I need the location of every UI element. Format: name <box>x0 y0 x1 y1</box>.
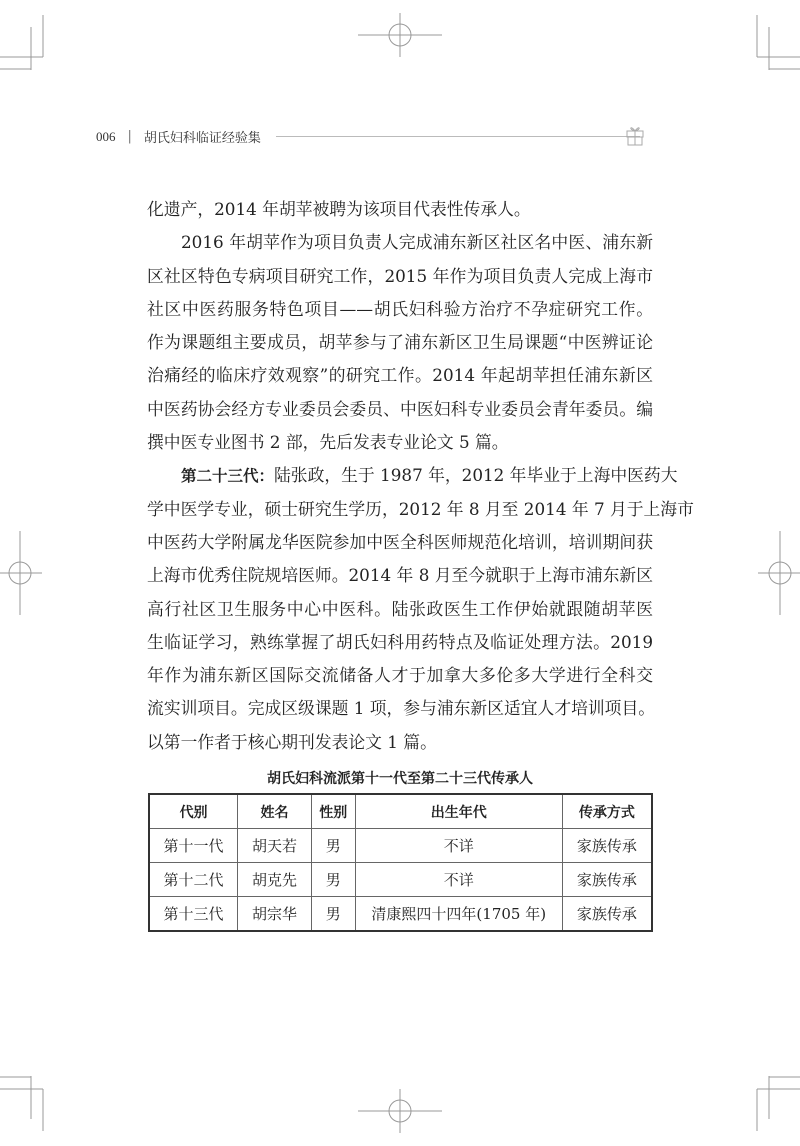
book-title: 胡氏妇科临证经验集 <box>143 131 261 146</box>
text-line: 年作为浦东新区国际交流储备人才于加拿大多伦多大学进行全科交 <box>147 665 653 686</box>
header-rule <box>276 136 640 137</box>
table-header-row <box>149 794 652 829</box>
cell: 第十二代 <box>149 863 238 897</box>
cell: 胡宗华 <box>238 897 312 932</box>
text-line: 上海市优秀住院规培医师。2014 年 8 月至今就职于上海市浦东新区 <box>147 565 653 586</box>
cell: 家族传承 <box>562 829 652 863</box>
table-caption: 胡氏妇科流派第十一代至第二十三代传承人 <box>267 771 533 787</box>
text-line: 治痛经的临床疗效观察”的研究工作。2014 年起胡苹担任浦东新区 <box>147 365 653 386</box>
text-line: 学中医学专业，硕士研究生学历，2012 年 8 月至 2014 年 7 月于上海市 <box>147 498 694 519</box>
cell: 不详 <box>355 829 562 863</box>
column-header: 出生年代 <box>355 794 562 829</box>
registration-mark-right <box>758 531 800 615</box>
corner-mark-top-right <box>757 15 800 70</box>
text-line: 流实训项目。完成区级课题 1 项，参与浦东新区适宜人才培训项目。 <box>147 698 656 719</box>
body-text <box>147 193 694 759</box>
registration-mark-bottom <box>358 1089 442 1133</box>
cell: 清康熙四十四年(1705 年) <box>355 897 562 932</box>
text-line: 中医药大学附属龙华医院参加中医全科医师规范化培训，培训期间获 <box>147 531 653 552</box>
corner-mark-bottom-left <box>0 1076 43 1131</box>
column-header: 代别 <box>149 794 238 829</box>
text-line: 区社区特色专病项目研究工作，2015 年作为项目负责人完成上海市 <box>147 265 653 286</box>
cell: 家族传承 <box>562 863 652 897</box>
cell: 男 <box>311 897 355 932</box>
text-line: 高行社区卫生服务中心中医科。陆张政医生工作伊始就跟随胡苹医 <box>147 598 653 619</box>
cell: 家族传承 <box>562 897 652 932</box>
table-row <box>149 829 652 863</box>
column-header: 传承方式 <box>562 794 652 829</box>
cell: 胡克先 <box>238 863 312 897</box>
text-line: 中医药协会经方专业委员会委员、中医妇科专业委员会青年委员。编 <box>147 398 653 419</box>
text-line: 生临证学习，熟练掌握了胡氏妇科用药特点及临证处理方法。2019 <box>147 631 653 652</box>
cell: 男 <box>311 863 355 897</box>
text-line: 社区中医药服务特色项目——胡氏妇科验方治疗不孕症研究工作。 <box>147 298 653 319</box>
cell: 不详 <box>355 863 562 897</box>
table-row <box>149 897 652 932</box>
separator: | <box>127 129 132 144</box>
text-line: 2016 年胡苹作为项目负责人完成浦东新区社区名中医、浦东新 <box>181 232 653 253</box>
registration-mark-top <box>358 13 442 57</box>
table-row <box>149 863 652 897</box>
gift-icon <box>625 123 645 147</box>
column-header: 性别 <box>311 794 355 829</box>
page-number: 006 <box>96 128 116 144</box>
text-line: 化遗产，2014 年胡苹被聘为该项目代表性传承人。 <box>147 199 531 219</box>
column-header: 姓名 <box>238 794 312 829</box>
text-line: 作为课题组主要成员，胡苹参与了浦东新区卫生局课题“中医辨证论 <box>147 332 653 353</box>
cell: 第十一代 <box>149 829 238 863</box>
text-line: 撰中医专业图书 2 部，先后发表专业论文 5 篇。 <box>147 432 509 453</box>
cell: 男 <box>311 829 355 863</box>
corner-mark-top-left <box>0 15 43 70</box>
text-line <box>147 459 678 492</box>
running-head <box>96 127 261 146</box>
registration-mark-left <box>0 531 42 615</box>
lineage-table <box>148 793 653 932</box>
generation-heading: 第二十三代： <box>181 467 275 486</box>
text-span: 陆张政，生于 1987 年，2012 年毕业于上海中医药大 <box>274 465 678 486</box>
cell: 胡天若 <box>238 829 312 863</box>
corner-mark-bottom-right <box>757 1076 800 1131</box>
cell: 第十三代 <box>149 897 238 932</box>
text-line: 以第一作者于核心期刊发表论文 1 篇。 <box>147 731 437 752</box>
